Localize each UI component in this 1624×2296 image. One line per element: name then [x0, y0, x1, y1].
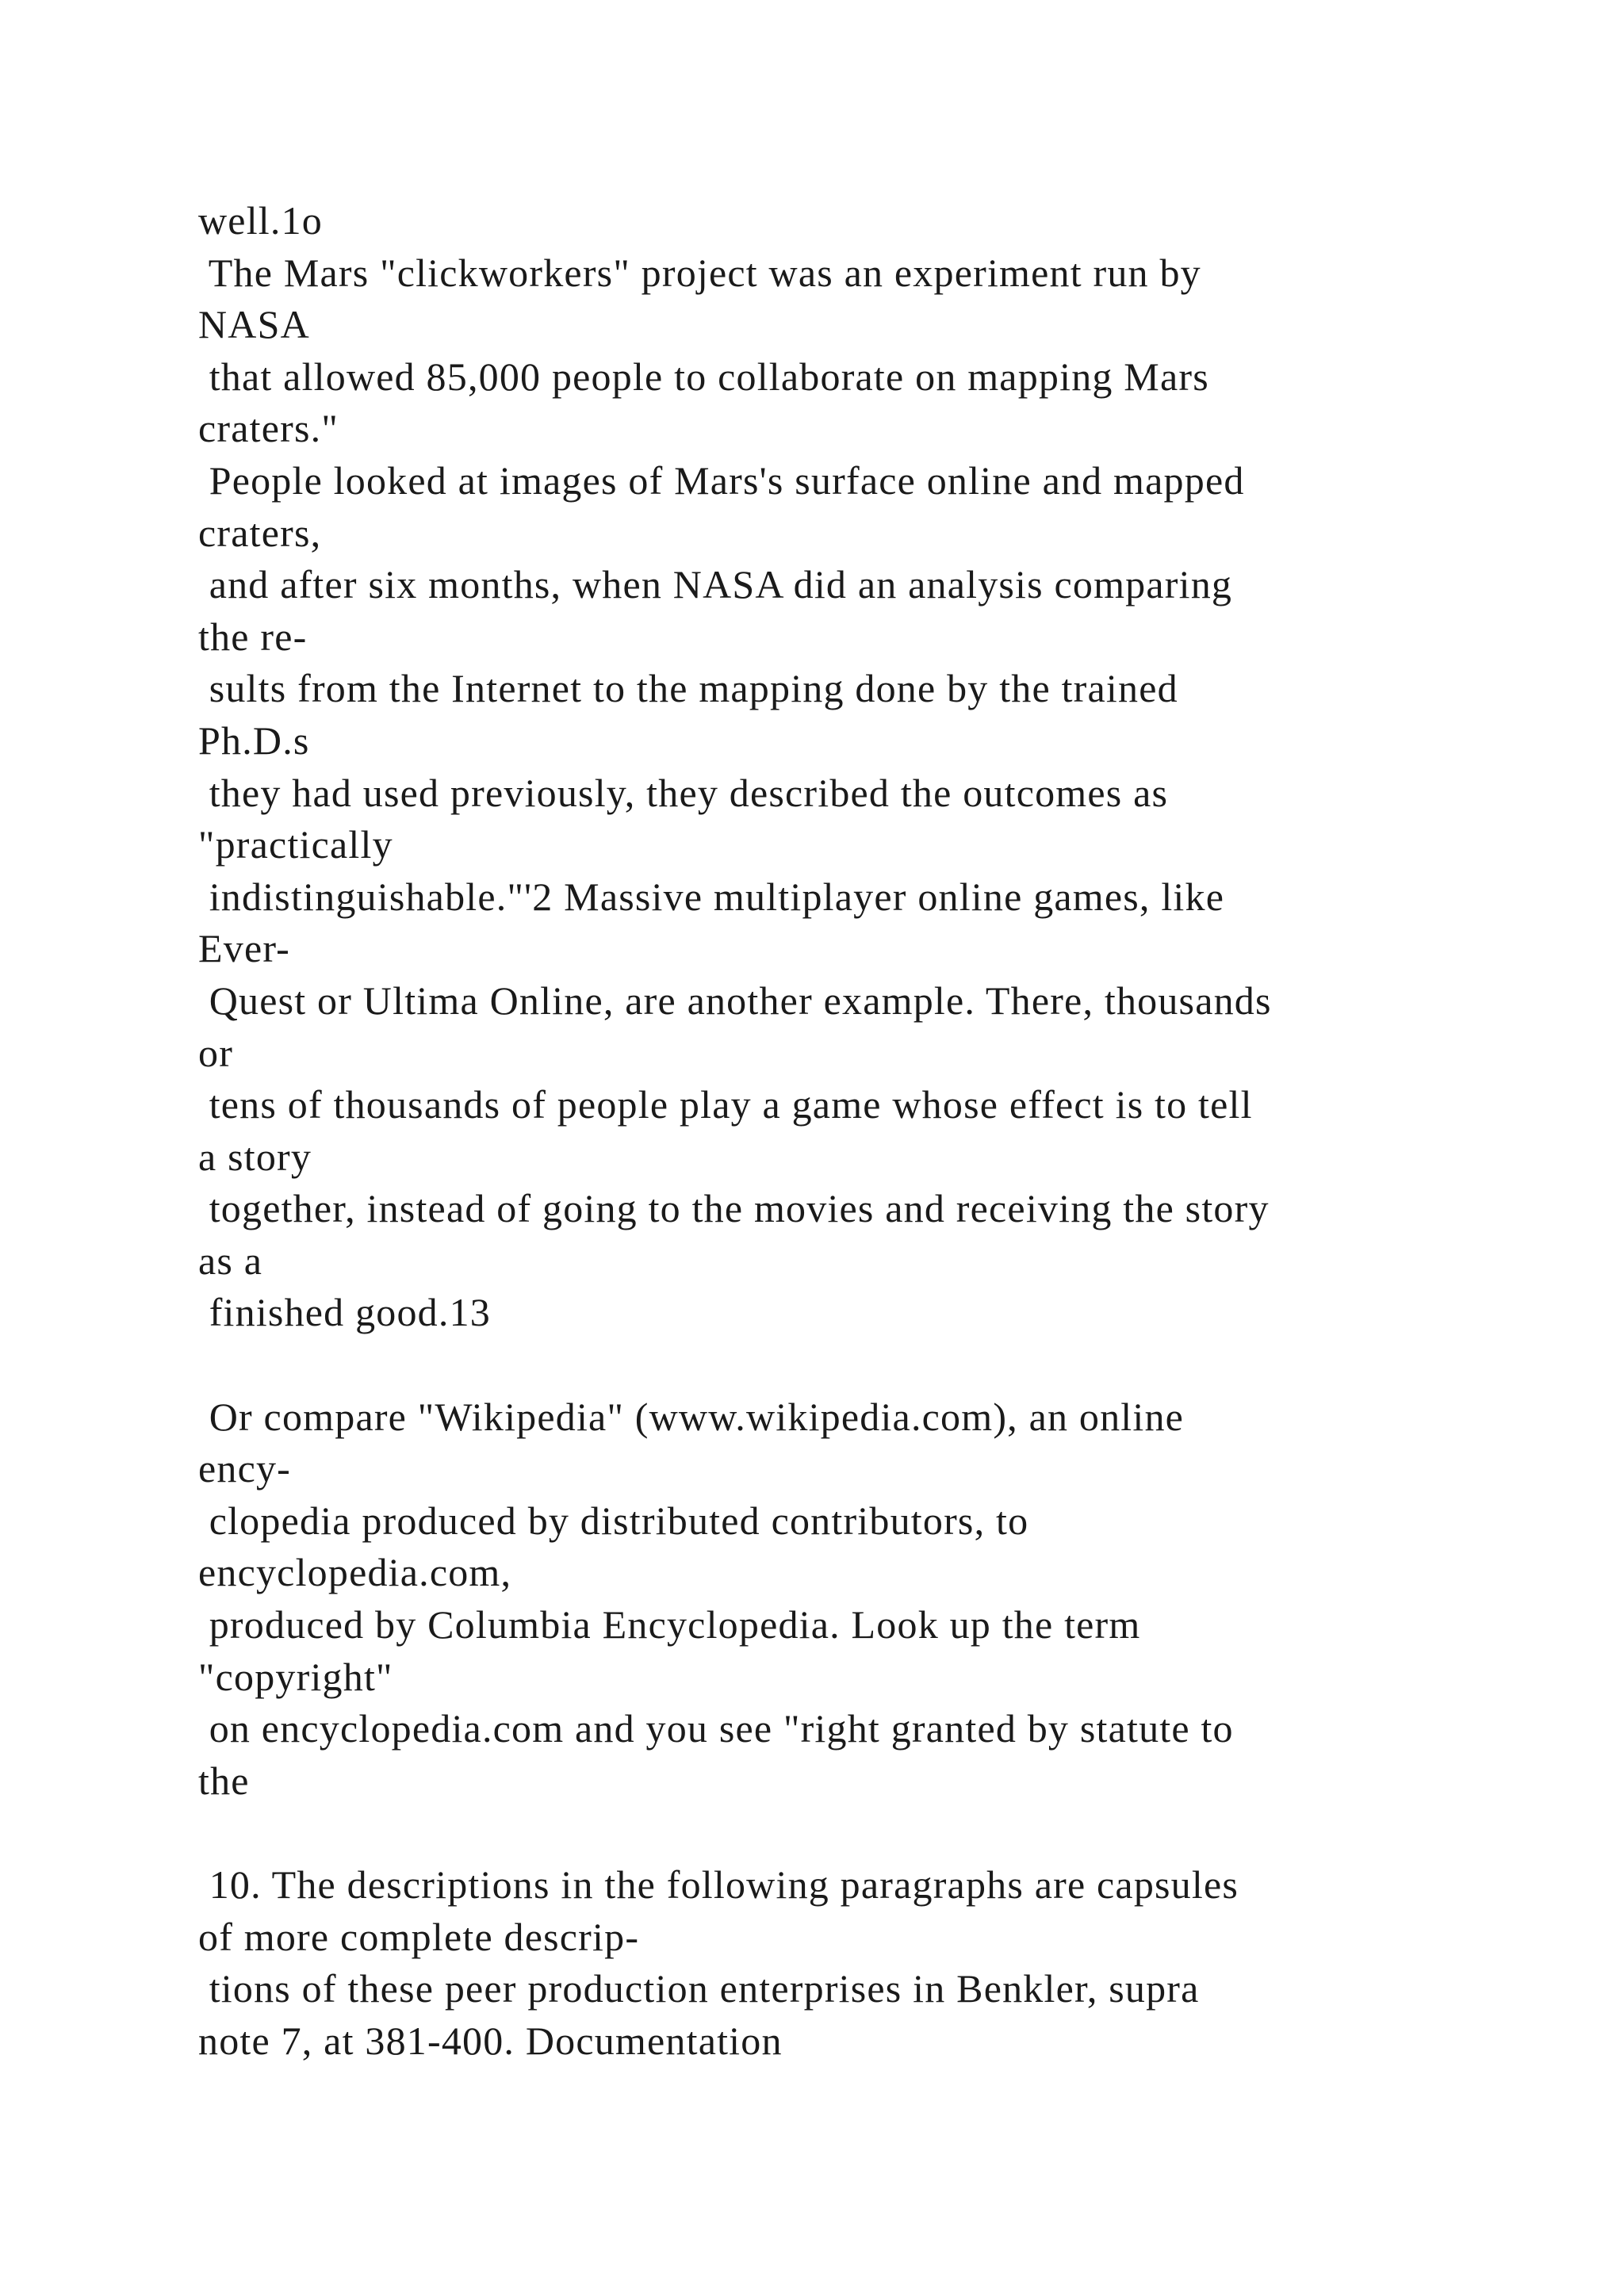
text-line: Ph.D.s: [198, 718, 310, 763]
paragraph-break: [198, 1339, 1483, 1391]
text-line: NASA: [198, 302, 310, 347]
text-line: indistinguishable."'2 Massive multiplayer online games, like: [198, 874, 1225, 919]
paragraph-break: [198, 1807, 1483, 1859]
text-line: that allowed 85,000 people to collaborate on mapping Mars: [198, 354, 1209, 399]
text-line: the: [198, 1758, 250, 1803]
text-line: sults from the Internet to the mapping done by the trained: [198, 666, 1178, 711]
footnote-line: tions of these peer production enterprises in Benkler, supra: [198, 1966, 1200, 2011]
text-line: Ever-: [198, 926, 291, 971]
footnote-line: note 7, at 381-400. Documentation: [198, 2018, 783, 2063]
text-line: encyclopedia.com,: [198, 1550, 512, 1595]
text-line: a story: [198, 1134, 312, 1179]
text-line: tens of thousands of people play a game whose effect is to tell: [198, 1082, 1253, 1127]
text-line: The Mars "clickworkers" project was an experiment run by: [198, 250, 1201, 295]
text-line: on encyclopedia.com and you see "right granted by statute to: [198, 1706, 1234, 1751]
text-line: finished good.13: [198, 1290, 491, 1335]
text-line: they had used previously, they described the outcomes as: [198, 770, 1169, 815]
text-line: clopedia produced by distributed contributors, to: [198, 1498, 1029, 1543]
text-line: or: [198, 1030, 234, 1075]
text-line: Or compare "Wikipedia" (www.wikipedia.com), an online: [198, 1394, 1185, 1439]
text-line: produced by Columbia Encyclopedia. Look up the term: [198, 1602, 1141, 1647]
text-line: ency-: [198, 1446, 292, 1491]
text-line: well.1o: [198, 198, 323, 243]
text-line: the re-: [198, 614, 308, 659]
text-line: together, instead of going to the movies and receiving the story: [198, 1186, 1270, 1231]
text-line: and after six months, when NASA did an analysis comparing: [198, 562, 1233, 607]
text-line: Quest or Ultima Online, are another example. There, thousands: [198, 978, 1272, 1023]
text-line: as a: [198, 1238, 263, 1283]
document-text: [198, 195, 1483, 2067]
text-line: craters,: [198, 510, 322, 555]
footnote-line: 10. The descriptions in the following paragraphs are capsules: [198, 1862, 1239, 1907]
text-line: People looked at images of Mars's surface online and mapped: [198, 457, 1245, 503]
footnote-line: of more complete descrip-: [198, 1914, 640, 1959]
text-line: "practically: [198, 822, 393, 867]
text-line: craters.": [198, 406, 339, 451]
text-line: "copyright": [198, 1654, 393, 1699]
